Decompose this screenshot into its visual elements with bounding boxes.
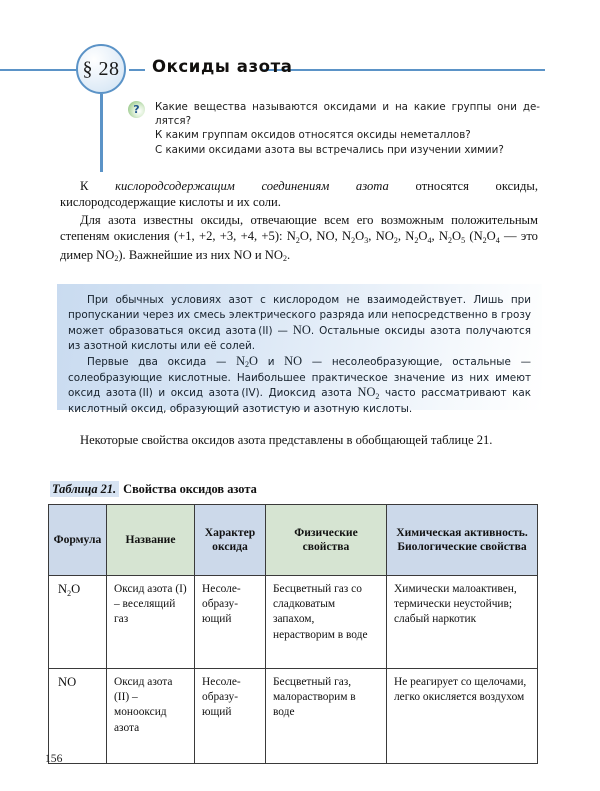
- cell-physical-row1: Бесцветный газ со сладковатым запахом, нерастворим в воде: [266, 576, 387, 669]
- cell-chemical-row1: Химически малоактивен, термически неустойчив; слабый наркотик: [387, 576, 538, 669]
- cell-formula-row2: NO: [49, 669, 107, 764]
- body-paragraph-1: [60, 178, 538, 211]
- paragraph-1-italic: кислородсодержащим соединениям азота: [115, 179, 389, 193]
- table-caption-text: Свойства оксидов азота: [123, 482, 257, 496]
- cell-formula-row1: $N_2O$: [49, 576, 107, 669]
- section-number-badge: [76, 44, 126, 94]
- info-box: [57, 284, 542, 416]
- question-item-2: К каким группам оксидов относятся оксиды неметаллов?: [155, 129, 471, 142]
- cell-name-row2: Оксид азота (II) – монооксид азота: [107, 669, 195, 764]
- after-box-text: [60, 432, 538, 448]
- after-box-paragraph: Некоторые свойства оксидов азота представлены в обобщающей таблице 21.: [80, 433, 493, 447]
- info-box-paragraph-2: Первые два оксида — $N_2O$ и NO — несолеобразующие, остальные — солеобразующие кислотные. Наибольшее практическое значение из них имеют оксид азота (II) и оксид азота (IV). Диоксид азота $NO_2$ часто рассматривают как кислотный оксид, образующий азотистую и азотную кислоты.: [68, 353, 531, 416]
- cell-physical-row2: Бесцветный газ, малорастворим в воде: [266, 669, 387, 764]
- column-header-formula: Формула: [49, 505, 107, 576]
- header-rule-middle: [129, 69, 145, 71]
- question-mark-icon: [128, 101, 145, 118]
- page-number: 156: [45, 752, 63, 765]
- table-caption: [50, 482, 257, 497]
- question-item-1: Какие вещества называются оксидами и на какие группы они делятся?: [155, 101, 540, 128]
- cell-character-row2: Несолеобразующий: [195, 669, 266, 764]
- paragraph-1-lead: К: [80, 179, 116, 193]
- info-box-paragraph-1: При обычных условиях азот с кислородом не взаимодействует. Лишь при пропускании через их смесь электрического разряда или непосредственно в грозу может образоваться оксид азота (II) — NO. Остальные оксиды азота получаются из азотной кислоты или её солей.: [68, 294, 531, 352]
- question-item-3: С какими оксидами азота вы встречались при изучении химии?: [155, 143, 504, 156]
- body-paragraph-2: Для азота известны оксиды, отвечающие всем его возможным положительным степеням окисления (+1, +2, +3, +4, +5): $N_2O$, NO, $N_2O_3$, $NO_2$, $N_2O_4$, $N_2O_5$ ($N_2O_4$ — это димер $NO_2$). Важнейшие из них NO и $NO_2$.: [60, 212, 538, 264]
- column-header-chemical: Химическая активность. Биологические свойства: [387, 505, 538, 576]
- column-header-character: Характер оксида: [195, 505, 266, 576]
- oxide-properties-table: [48, 504, 538, 764]
- column-header-name: Название: [107, 505, 195, 576]
- question-mark-glyph: ?: [133, 103, 140, 116]
- paragraph-1-rest: относятся оксиды, кислородсодержащие кислоты и их соли.: [60, 179, 538, 210]
- column-header-physical: Физические свойства: [266, 505, 387, 576]
- cell-chemical-row2: Не реагирует со щелочами, легко окисляется воздухом: [387, 669, 538, 764]
- table-row: [49, 576, 538, 669]
- table-row: [49, 669, 538, 764]
- section-header: [0, 44, 600, 96]
- section-number-label: § 28: [82, 58, 120, 80]
- table-caption-label: Таблица 21.: [50, 481, 119, 497]
- header-rule-left: [0, 69, 78, 71]
- cell-name-row1: Оксид азота (I) – веселящий газ: [107, 576, 195, 669]
- page-title: Оксиды азота: [152, 57, 293, 76]
- cell-character-row1: Несолеобразующий: [195, 576, 266, 669]
- header-rule-right: [262, 69, 545, 71]
- section-stem-line: [100, 94, 103, 172]
- table-header-row: [49, 505, 538, 576]
- body-text: [60, 178, 538, 265]
- review-questions: [133, 100, 540, 157]
